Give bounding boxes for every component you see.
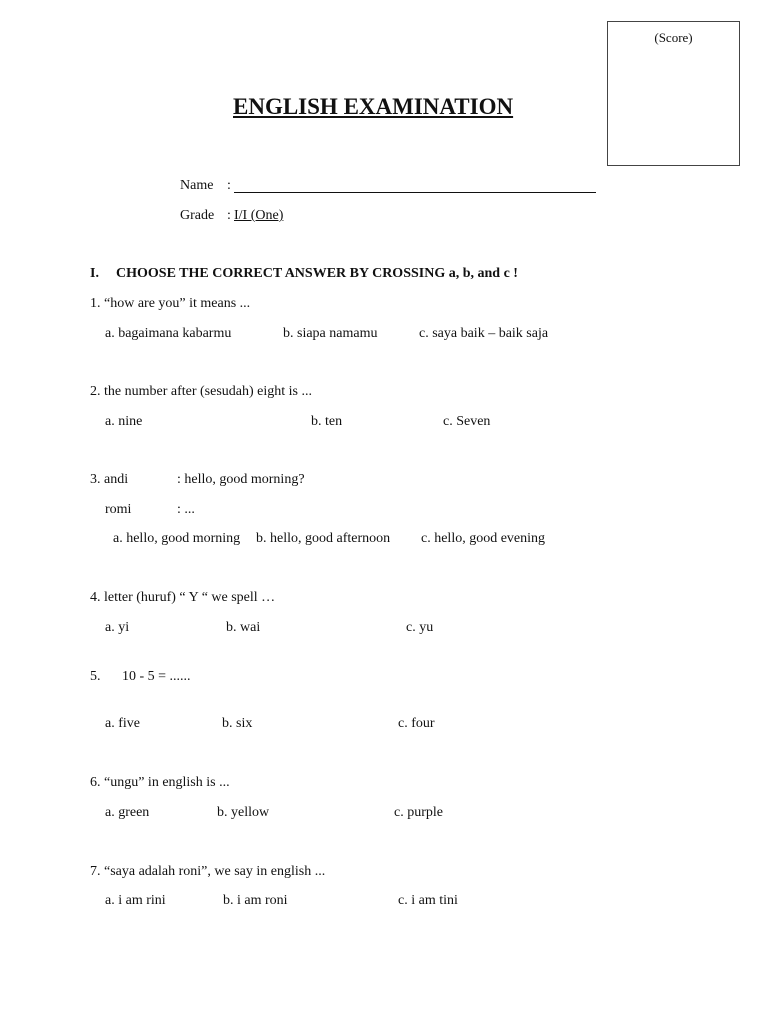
- grade-value: I/I (One): [234, 208, 284, 223]
- question-2-option-a[interactable]: a. nine: [105, 414, 143, 429]
- question-1-option-b[interactable]: b. siapa namamu: [283, 326, 378, 341]
- question-4-option-b[interactable]: b. wai: [226, 620, 261, 635]
- question-7-option-a[interactable]: a. i am rini: [105, 893, 166, 908]
- question-1-option-c[interactable]: c. saya baik – baik saja: [419, 326, 549, 341]
- question-3-speaker-1: 3. andi: [90, 472, 129, 487]
- question-3-speaker-2: romi: [105, 502, 132, 517]
- score-label: (Score): [654, 30, 693, 45]
- name-label: Name: [180, 178, 214, 193]
- question-3-line-1: : hello, good morning?: [177, 472, 305, 487]
- question-2-option-b[interactable]: b. ten: [311, 414, 343, 429]
- grade-label: Grade: [180, 208, 215, 223]
- question-3-line-2: : ...: [177, 502, 195, 517]
- name-separator: :: [227, 178, 231, 193]
- question-4-option-a[interactable]: a. yi: [105, 620, 130, 635]
- question-5-number: 5.: [90, 669, 101, 684]
- question-5-option-c[interactable]: c. four: [398, 716, 435, 731]
- name-blank-line[interactable]: [234, 192, 596, 193]
- question-6-prompt: 6. “ungu” in english is ...: [90, 775, 230, 790]
- question-2-option-c[interactable]: c. Seven: [443, 414, 491, 429]
- score-box: [607, 21, 740, 166]
- question-6-option-b[interactable]: b. yellow: [217, 805, 270, 820]
- question-5-option-b[interactable]: b. six: [222, 716, 253, 731]
- question-6-option-a[interactable]: a. green: [105, 805, 150, 820]
- question-5-option-a[interactable]: a. five: [105, 716, 140, 731]
- question-7-prompt: 7. “saya adalah roni”, we say in english ...: [90, 864, 326, 879]
- question-2-prompt: 2. the number after (sesudah) eight is ...: [90, 384, 312, 399]
- question-1-prompt: 1. “how are you” it means ...: [90, 296, 251, 311]
- question-3-option-b[interactable]: b. hello, good afternoon: [256, 531, 391, 546]
- question-3-option-c[interactable]: c. hello, good evening: [421, 531, 546, 546]
- question-1-option-a[interactable]: a. bagaimana kabarmu: [105, 326, 232, 341]
- section-number: I.: [90, 266, 99, 281]
- question-5-prompt: 10 - 5 = ......: [122, 669, 191, 684]
- exam-title: ENGLISH EXAMINATION: [233, 94, 514, 119]
- grade-separator: :: [227, 208, 231, 223]
- question-7-option-c[interactable]: c. i am tini: [398, 893, 458, 908]
- question-7-option-b[interactable]: b. i am roni: [223, 893, 288, 908]
- question-3-option-a[interactable]: a. hello, good morning: [113, 531, 241, 546]
- question-4-prompt: 4. letter (huruf) “ Y “ we spell …: [90, 590, 276, 605]
- question-6-option-c[interactable]: c. purple: [394, 805, 443, 820]
- question-4-option-c[interactable]: c. yu: [406, 620, 434, 635]
- section-title: CHOOSE THE CORRECT ANSWER BY CROSSING a, b, and c !: [116, 266, 518, 281]
